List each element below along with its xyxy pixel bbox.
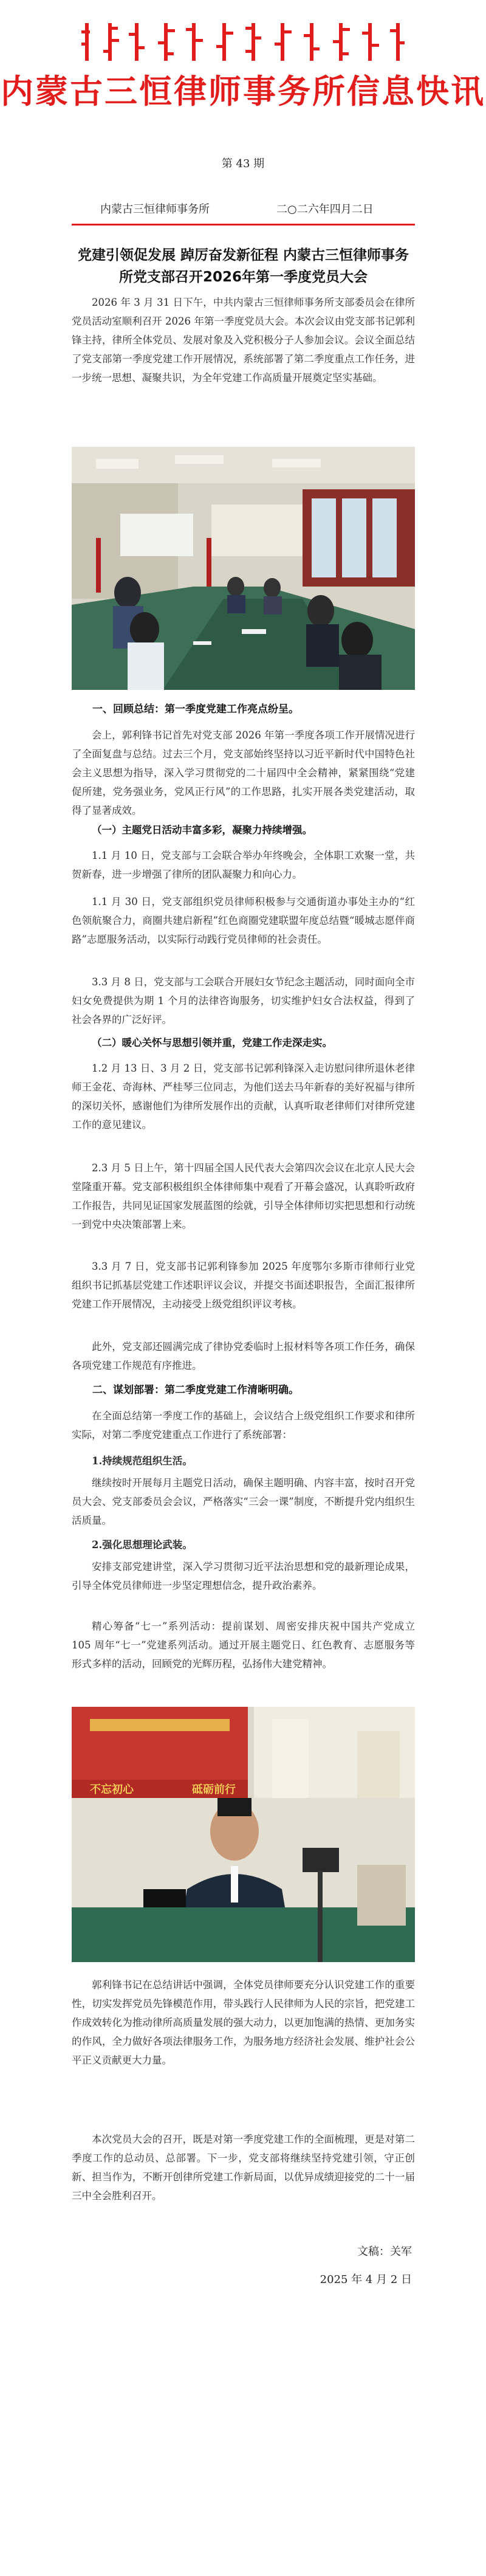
issuing-org: 内蒙古三恒律师事务所 (100, 203, 210, 216)
article-headline: 党建引领促发展 踔厉奋发新征程 内蒙古三恒律师事务所党支部召开2026年第一季度党员大会 (77, 247, 409, 285)
item-jan-30: 1.1 月 30 日，党支部组织党员律师积极参与交通街道办事处主办的“红色领航聚合力，商圈共建启新程”红色商圈党建联盟年度总结暨“暖城志愿伴商路”志愿服务活动，以实际行动践行党员律师的社会责任。 (72, 896, 415, 945)
item-jan-10: 1.1 月 10 日，党支部与工会联合举办年终晚会，全体职工欢聚一堂，共贺新春，进一步增强了律所的团队凝聚力和向心力。 (72, 850, 415, 880)
closing-paragraph-1: 郭利锋书记在总结讲话中强调，全体党员律师要充分认识党建工作的重要性，切实发挥党员先锋模范作用，带头践行人民律师为人民的宗旨，把党建工作成效转化为推动律所高质量发展的强大动力，以更加饱满的热情、更加务实的作风，全力做好各项法律服务工作，为服务地方经济社会发展、维护社会公平正义贡献更大力量。 (72, 1979, 415, 2066)
issue-date: 二○二六年四月二日 (276, 203, 374, 216)
issue-number: 第 43 期 (221, 157, 265, 170)
item-mar-7: 3.3 月 7 日，党支部书记郭利锋参加 2025 年度鄂尔多斯市律师行业党组织书记抓基层党建工作述职评议会议，并提交书面述职报告，全面汇报律所党建工作开展情况，主动接受上级党组织评议考核。 (72, 1261, 415, 1310)
section-2-paragraph: 在全面总结第一季度工作的基础上，会议结合上级党组织工作要求和律所实际，对第二季度党建重点工作进行了系统部署： (72, 1410, 415, 1441)
masthead-title: 内蒙古三恒律师事务所信息快讯 (1, 72, 485, 111)
slogan-banner (78, 1781, 248, 1797)
plan-item-1-title: 1.持续规范组织生活。 (92, 1455, 193, 1467)
speech-photo (72, 1707, 415, 1962)
subsection-1-title: （一）主题党日活动丰富多彩，凝聚力持续增强。 (92, 824, 312, 836)
mongolian-title-script (79, 18, 407, 67)
item-feb-13: 1.2 月 13 日、3 月 2 日，党支部书记郭利锋深入走访慰问律所退休老律师王金花、奇海林、严桂琴三位同志，为他们送去马年新春的美好祝福与律所的深切关怀，感谢他们为律所发展作出的贡献，认真听取老律师们对律所党建工作的意见建议。 (72, 1062, 415, 1131)
plan-item-july-first: 精心筹备“七一”系列活动：提前谋划、周密安排庆祝中国共产党成立 105 周年“七一”党建系列活动。通过开展主题党日、红色教育、志愿服务等形式多样的活动，回顾党的光辉历程，弘扬伟大建党精神。 (72, 1620, 415, 1670)
section-2-title: 二、谋划部署：第二季度党建工作清晰明确。 (92, 1384, 299, 1396)
closing-paragraph-2: 本次党员大会的召开，既是对第一季度党建工作的全面梳理，更是对第二季度工作的总动员、总部署。下一步，党支部将继续坚持党建引领，守正创新、担当作为，不断开创律所党建工作新局面，以优异成绩迎接党的二十一届三中全会胜利召开。 (72, 2133, 415, 2202)
section-1-paragraph: 会上，郭利锋书记首先对党支部 2026 年第一季度各项工作开展情况进行了全面复盘与总结。过去三个月，党支部始终坚持以习近平新时代中国特色社会主义思想为指导，深入学习贯彻党的二十届四中全会精神，紧紧围绕“党建促所建，党务强业务，党风正行风”的工作思路，扎实开展各类党建活动，取得了显著成效。 (72, 729, 415, 816)
masthead-divider (72, 224, 415, 226)
sign-date: 2025 年 4 月 2 日 (320, 2273, 412, 2286)
item-mar-5: 2.3 月 5 日上午，第十四届全国人民代表大会第四次会议在北京人民大会堂隆重开幕。党支部积极组织全体律师集中观看了开幕会盛况，认真聆听政府工作报告，共同见证国家发展蓝图的绘就，引导全体律师切实把思想和行动统一到党中央决策部署上来。 (72, 1162, 415, 1230)
slogan-left: 不忘初心 (90, 1783, 134, 1796)
additional-work: 此外，党支部还圆满完成了律协党委临时上报材料等各项工作任务，确保各项党建工作规范有序推进。 (72, 1341, 415, 1371)
meeting-photo (72, 447, 415, 690)
intro-paragraph: 2026 年 3 月 31 日下午，中共内蒙古三恒律师事务所支部委员会在律所党员活动室顺利召开 2026 年第一季度党员大会。本次会议由党支部书记郭利锋主持，律所全体党员、发展对象及入党积极分子人参加会议。会议全面总结了党支部第一季度党建工作开展情况，系统部署了第二季度重点工作任务，进一步统一思想、凝聚共识，为全年党建工作高质量开展奠定坚实基础。 (72, 297, 415, 384)
speech-photo-scene (72, 1707, 415, 1962)
section-1-title: 一、回顾总结：第一季度党建工作亮点纷呈。 (92, 703, 299, 715)
slogan-right: 砥砺前行 (192, 1783, 236, 1796)
item-mar-8: 3.3 月 8 日，党支部与工会联合开展妇女节纪念主题活动，同时面向全市妇女免费提供为期 1 个月的法律咨询服务，切实维护妇女合法权益，得到了社会各界的广泛好评。 (72, 976, 415, 1025)
subsection-2-title: （二）暖心关怀与思想引领并重，党建工作走深走实。 (92, 1037, 332, 1049)
plan-item-1-text: 继续按时开展每月主题党日活动，确保主题明确、内容丰富，按时召开党员大会、党支部委员会会议，严格落实“三会一课”制度，不断提升党内组织生活质量。 (72, 1477, 415, 1526)
plan-item-2-title: 2.强化思想理论武装。 (92, 1539, 193, 1551)
plan-item-2-text: 安排支部党建讲堂，深入学习贯彻习近平法治思想和党的最新理论成果，引导全体党员律师进一步坚定理想信念，提升政治素养。 (72, 1561, 415, 1591)
author-credit: 文稿：关军 (357, 2245, 412, 2258)
